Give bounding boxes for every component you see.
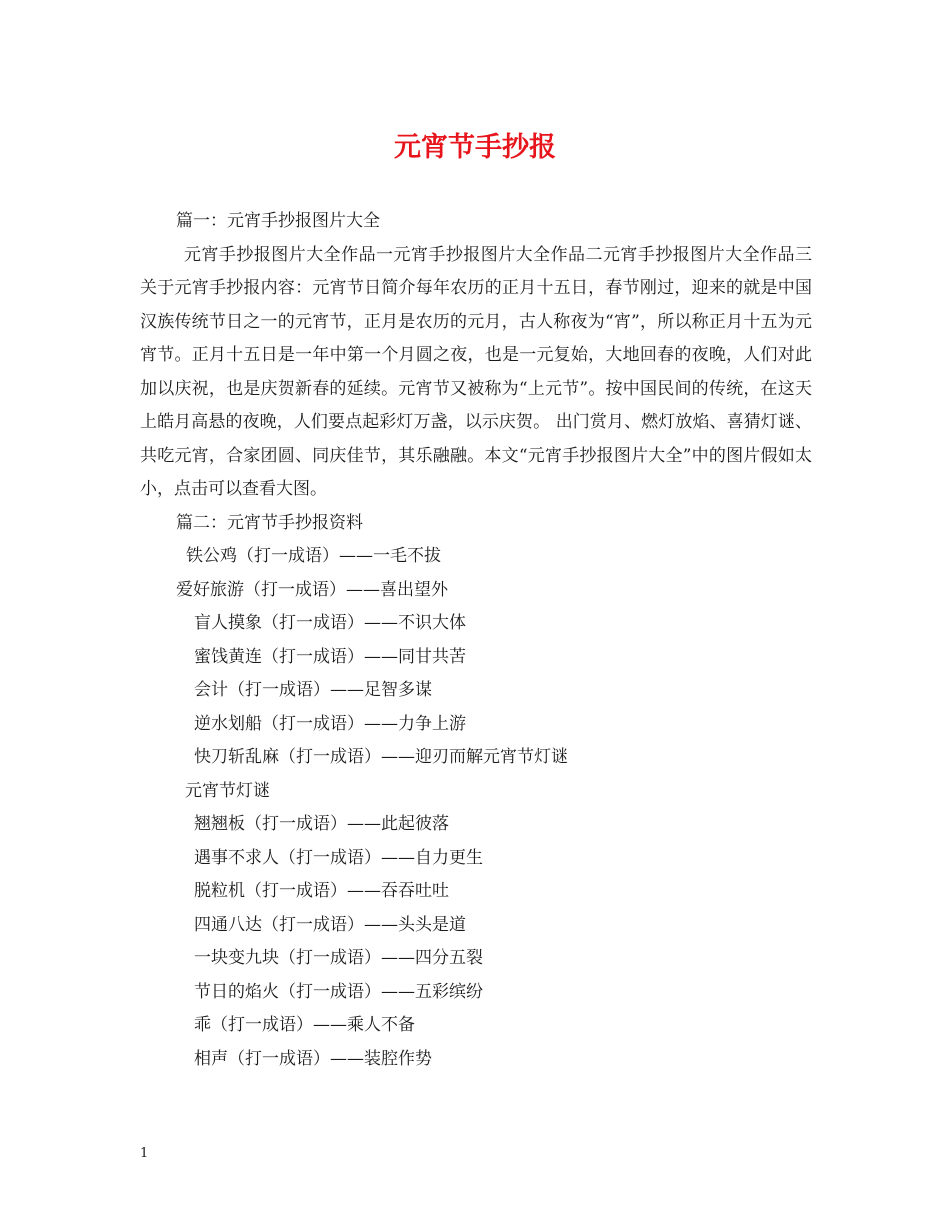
riddle-line: 逆水划船（打一成语）——力争上游 xyxy=(194,713,466,734)
riddle-line: 一块变九块（打一成语）——四分五裂 xyxy=(194,948,483,968)
section-heading-1: 篇一：元宵手抄报图片大全 xyxy=(176,211,380,231)
document-title: 元宵节手抄报 xyxy=(394,132,556,163)
riddle-line: 乖（打一成语）——乘人不备 xyxy=(194,1015,415,1035)
riddle-line: 脱粒机（打一成语）——吞吞吐吐 xyxy=(194,881,449,901)
page-number: 1 xyxy=(140,1146,149,1161)
subheading: 元宵节灯谜 xyxy=(185,780,270,801)
riddle-line: 蜜饯黄连（打一成语）——同甘共苦 xyxy=(194,646,466,667)
riddle-line: 翘翘板（打一成语）——此起彼落 xyxy=(194,814,449,834)
riddle-line: 盲人摸象（打一成语）——不识大体 xyxy=(194,613,466,633)
riddle-line: 遇事不求人（打一成语）——自力更生 xyxy=(194,847,483,868)
riddle-line: 四通八达（打一成语）——头头是道 xyxy=(194,914,466,935)
section-heading-2: 篇二：元宵节手抄报资料 xyxy=(176,512,363,533)
riddle-line: 爱好旅游（打一成语）——喜出望外 xyxy=(176,579,448,600)
riddle-line: 相声（打一成语）——装腔作势 xyxy=(194,1048,432,1069)
riddle-line: 快刀斩乱麻（打一成语）——迎刃而解元宵节灯谜 xyxy=(194,747,568,767)
section1-paragraph: 元宵手抄报图片大全作品一元宵手抄报图片大全作品二元宵手抄报图片大全作品三关于元宵手抄报内容：元宵节日简介每年农历的正月十五日，春节刚过，迎来的就是中国汉族传统节日之一的元宵节，正月是农历的元月，古人称夜为“宵”，所以称正月十五为元宵节。正月十五日是一年中第一个月圆之夜，也是一元复始，大地回春的夜晚，人们对此加以庆祝，也是庆贺新春的延续。元宵节又被称为“上元节”。按中国民间的传统，在这天上皓月高悬的夜晚，人们要点起彩灯万盏，以示庆贺。 出门赏月、燃灯放焰、喜猜灯谜、共吃元宵，合家团圆、同庆佳节，其乐融融。本文“元宵手抄报图片大全”中的图片假如太小，点击可以查看大图。 xyxy=(140,244,812,499)
riddle-line: 节日的焰火（打一成语）——五彩缤纷 xyxy=(194,981,483,1002)
riddle-line: 铁公鸡（打一成语）——一毛不拔 xyxy=(186,546,441,566)
riddle-line: 会计（打一成语）——足智多谋 xyxy=(194,680,432,700)
document-body xyxy=(140,205,812,1076)
